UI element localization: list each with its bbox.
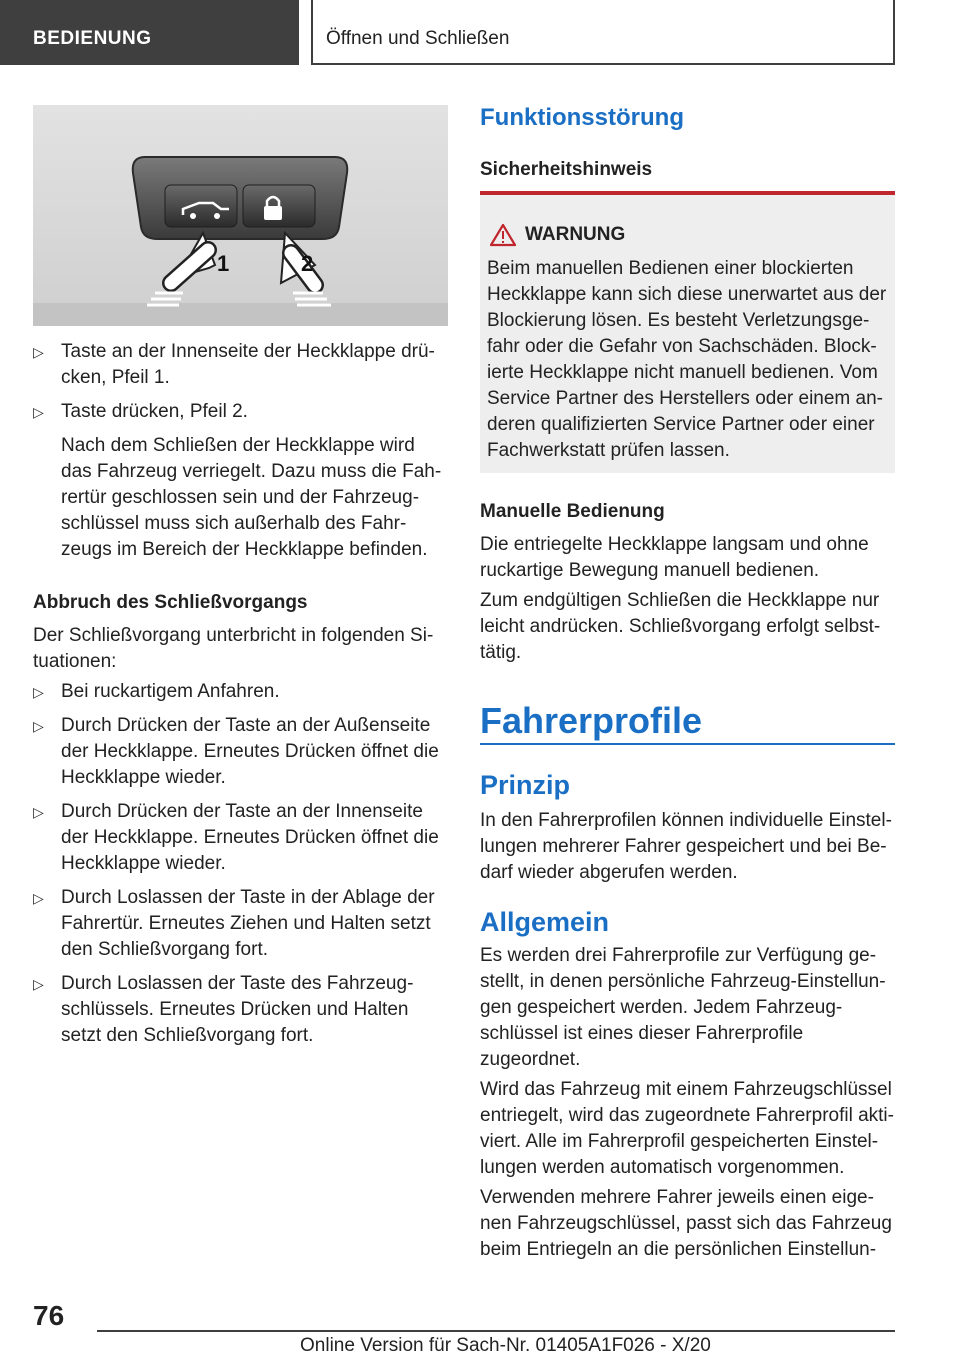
list-item: ▷ Durch Drücken der Taste an der Innenseite der Heckklappe. Erneutes Drücken öffnet die Heckklappe wieder. <box>33 801 439 874</box>
section-divider <box>480 743 895 745</box>
funktionsstoerung-heading: Funktionsstörung <box>480 104 684 131</box>
triangle-bullet-icon: ▷ <box>33 890 44 906</box>
allgemein-text-2: Wird das Fahrzeug mit einem Fahrzeugschlüssel entriegelt, wird das zugeordnete Fahrerprofil akti‐viert. Alle im Fahrerprofil gespeicherten Einstel‐lungen werden automatisch vorgenommen. <box>480 1079 894 1178</box>
arrow-label-2: 2 <box>301 251 314 276</box>
triangle-bullet-icon: ▷ <box>33 718 44 734</box>
page-number: 76 <box>33 1300 65 1331</box>
chapter-tab <box>311 0 895 65</box>
list-item: ▷ Taste drücken, Pfeil 2. Nach dem Schließen der Heckklappe wird das Fahrzeug verriegelt. Dazu muss die Fah‐rertür geschlossen sein und der Fahrzeug‐schlüssel muss sich außerhalb des Fahr‐zeugs im Bereich der Heckklappe befinden. <box>33 399 448 563</box>
triangle-bullet-icon: ▷ <box>33 976 44 992</box>
warning-triangle-icon <box>490 223 516 247</box>
allgemein-text-1: Es werden drei Fahrerprofile zur Verfügung ge‐stellt, in denen persönliche Fahrzeug‑Einstellun‐gen gespeichert werden. Jedem Fahrzeug‐schlüssel ist eines dieser Fahrerprofile zugeordnet. <box>480 945 886 1070</box>
manuelle-bedienung-text-2: Zum endgültigen Schließen die Heckklappe nur leicht andrücken. Schließvorgang erfolgt selbst‐tätig. <box>480 590 881 663</box>
triangle-bullet-icon: ▷ <box>33 804 44 820</box>
prinzip-heading: Prinzip <box>480 770 571 800</box>
list-item-detail: Nach dem Schließen der Heckklappe wird das Fahrzeug verriegelt. Dazu muss die Fah‐rertür geschlossen sein und der Fahrzeug‐schlüssel muss sich außerhalb des Fahr‐zeugs im Bereich der Heckklappe befinden. <box>61 435 442 560</box>
warning-box <box>480 191 895 473</box>
arrow-label-1: 1 <box>217 251 230 276</box>
list-item: ▷ Durch Drücken der Taste an der Außenseite der Heckklappe. Erneutes Drücken öffnet die Heckklappe wieder. <box>33 715 439 788</box>
list-item: ▷ Durch Loslassen der Taste in der Ablage der Fahrertür. Erneutes Ziehen und Halten setzt den Schließvorgang fort. <box>33 887 435 960</box>
section-tab <box>0 0 299 65</box>
sicherheitshinweis-heading: Sicherheitshinweis <box>480 159 653 180</box>
list-item: ▷ Durch Loslassen der Taste des Fahrzeug‐schlüssels. Erneutes Drücken und Halten setzt den Schließvorgang fort. <box>33 973 414 1046</box>
tailgate-buttons-illustration <box>33 105 448 326</box>
allgemein-text-3: Verwenden mehrere Fahrer jeweils einen eige‐nen Fahrzeugschlüssel, passt sich das Fahrzeug beim Entriegeln an die persönlichen Einstellun‐ <box>480 1187 892 1260</box>
allgemein-heading: Allgemein <box>480 907 610 937</box>
warning-title: WARNUNG <box>525 224 626 245</box>
triangle-bullet-icon: ▷ <box>33 684 44 700</box>
list-item: ▷ Taste an der Innenseite der Heckklappe drü‐cken, Pfeil 1. <box>33 341 435 388</box>
online-version-note: Online Version für Sach-Nr. 01405A1F026 - X/20 <box>300 1335 711 1356</box>
chapter-title: Öffnen und Schließen <box>326 28 510 49</box>
abbruch-intro: Der Schließvorgang unterbricht in folgenden Si‐tuationen: <box>33 625 434 672</box>
triangle-bullet-icon: ▷ <box>33 344 44 360</box>
manuelle-bedienung-text-1: Die entriegelte Heckklappe langsam und ohne ruckartige Bewegung manuell bedienen. <box>480 534 869 581</box>
footer-divider <box>97 1330 895 1332</box>
step-list <box>33 339 448 571</box>
abbruch-list <box>33 679 448 1057</box>
fahrerprofile-heading: Fahrerprofile <box>480 700 703 741</box>
list-item: ▷ Bei ruckartigem Anfahren. <box>33 679 448 705</box>
manuelle-bedienung-heading: Manuelle Bedienung <box>480 501 665 522</box>
tailgate-buttons-drawing <box>33 105 448 326</box>
warning-text: Beim manuellen Bedienen einer blockierten Heckklappe kann sich diese unerwartet aus der Blockierung lösen. Es besteht Verletzungsge‐fahr oder die Gefahr von Sachschäden. Block‐ierte Heckklappe nicht manuell bedienen. Vom Service Partner des Herstellers oder einem an‐deren qualifizierten Service Partner oder einer Fachwerkstatt prüfen lassen. <box>487 258 887 461</box>
triangle-bullet-icon: ▷ <box>33 404 44 420</box>
abbruch-heading: Abbruch des Schließvorgangs <box>33 592 308 613</box>
section-title: BEDIENUNG <box>33 28 152 49</box>
prinzip-text: In den Fahrerprofilen können individuelle Einstel‐lungen mehrerer Fahrer gespeichert und bei Be‐darf wieder abgerufen werden. <box>480 810 892 883</box>
